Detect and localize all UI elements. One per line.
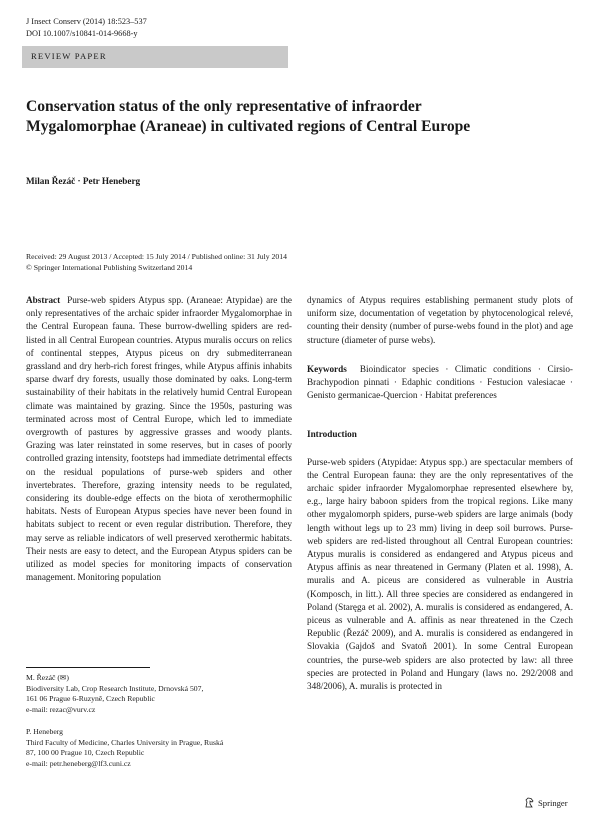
affiliation-name: M. Řezáč (✉)	[26, 673, 69, 682]
abstract	[26, 294, 292, 584]
left-column	[26, 294, 292, 584]
affiliation-line: 161 06 Prague 6-Ruzyně, Czech Republic	[26, 694, 155, 704]
affiliation-email: e-mail: rezac@vurv.cz	[26, 704, 96, 714]
publication-dates	[26, 251, 287, 273]
abstract-heading: Abstract	[26, 295, 61, 305]
article-type-label: REVIEW PAPER	[31, 51, 107, 61]
copyright: © Springer International Publishing Switzerland 2014	[26, 263, 193, 272]
article-type-banner	[22, 46, 288, 68]
doi: DOI 10.1007/s10841-014-9668-y	[26, 28, 138, 38]
abstract-text: Purse-web spiders Atypus spp. (Araneae: Atypidae) are the only representatives of the archaic spider infraorder Mygalomorphae in the Central European fauna. These burrow-dwelling spiders are red-listed in all Central European countries. Atypus muralis occurs on relics of continental steppes, Atypus piceus on dry submediterranean grassland and dry herb-rich forest fringes, while Atypus affinis inhabits sparse dwarf dry forests, usually those dominated by oaks. Long-term sustainability of their habitats in the relatively humid Central European climate was maintained by grazing. Since the 1950s, pasturing was terminated across most of Central Europe, which led to immediate overgrowth of pastures by aggressive grasses and woody plants. Grazing was later reinstated in some reserves, but in cases of poorly controlled grazing intensity, footsteps had immediate detrimental effects on the residual populations of purse-web spiders and other invertebrates. Therefore, grazing intensity needs to be regulated, considering its double-edge effects on the biota of xerothermophilic habitats. Nests of European Atypus species have never been found in habitats subject to recent or even regular distribution. Therefore, they may serve as reliable indicators of well preserved xerothermic habitats. Their nests are easy to detect, and the European Atypus spiders can be utilized as model species for monitoring impacts of conservation management. Monitoring population	[26, 295, 292, 583]
keywords-heading: Keywords	[307, 363, 347, 374]
affiliation-email: e-mail: petr.heneberg@lf3.cuni.cz	[26, 758, 131, 768]
introduction-heading: Introduction	[307, 429, 357, 440]
publisher-name: Springer	[538, 797, 568, 808]
affiliation-heneberg	[26, 727, 292, 769]
journal-header	[26, 16, 147, 39]
right-column	[307, 294, 573, 693]
received-dates: Received: 29 August 2013 / Accepted: 15 July 2014 / Published online: 31 July 2014	[26, 252, 287, 261]
abstract-continuation: dynamics of Atypus requires establishing permanent study plots of uniform size, documentation of vegetation by phytocenological relevé, counting their density (number of purse-webs found in the plot) and age structure (diameter of purse webs).	[307, 295, 573, 345]
springer-horse-icon	[524, 797, 535, 808]
publisher-logo	[524, 797, 568, 808]
journal-citation: J Insect Conserv (2014) 18:523–537	[26, 17, 147, 26]
affiliation-name: P. Heneberg	[26, 727, 64, 736]
footnote-rule	[26, 667, 150, 668]
affiliation-line: Third Faculty of Medicine, Charles University in Prague, Ruská	[26, 737, 224, 747]
affiliation-rezac	[26, 673, 292, 715]
introduction-text: Purse-web spiders (Atypidae: Atypus spp.) are spectacular members of the Central European fauna: they are the only representatives of the archaic spider infraorder Mygalomorphae represented elsewhere by, e.g., large hairy baboon spiders from the tropical regions. Like many other mygalomorph spiders, purse-web spiders are large animals (body length without legs up to 23 mm) living in deep soil burrows. Purse-web spiders are red-listed throughout all Central European countries: Atypus muralis is considered as endangered and Atypus piceus and Atypus affinis as near threatened in Germany (Platen et al. 1998), A. muralis and A. piceus are considered as vulnerable in Austria (Komposch, in litt.). All three species are considered as endangered in Poland (Staręga et al. 2002), A. muralis is considered as endangered, A. piceus as vulnerable and A. affinis as near threatened in the Czech Republic (Řezáč 2009), and A. muralis is considered as endangered in Slovakia (Gajdoš and Svatoň 2001). In some Central European countries, the purse-web spiders are also protected by law: all three species are protected in Poland and Hungary (laws no. 292/2008 and 348/2006), A. muralis is protected in	[307, 456, 573, 692]
paper-title: Conservation status of the only representative of infraorder Mygalomorphae (Araneae) in cultivated regions of Central Europe	[26, 98, 471, 135]
affiliation-line: Biodiversity Lab, Crop Research Institute, Drnovská 507,	[26, 683, 204, 693]
affiliation-line: 87, 100 00 Prague 10, Czech Republic	[26, 748, 145, 758]
authors: Milan Řezáč · Petr Heneberg	[26, 176, 141, 186]
keywords-text: Bioindicator species · Climatic conditions · Cirsio-Brachypodion pinnati · Edaphic conditions · Festucion valesiacae · Genisto germanicae-Quercion · Habitat preferences	[307, 363, 573, 401]
keywords	[307, 363, 573, 403]
